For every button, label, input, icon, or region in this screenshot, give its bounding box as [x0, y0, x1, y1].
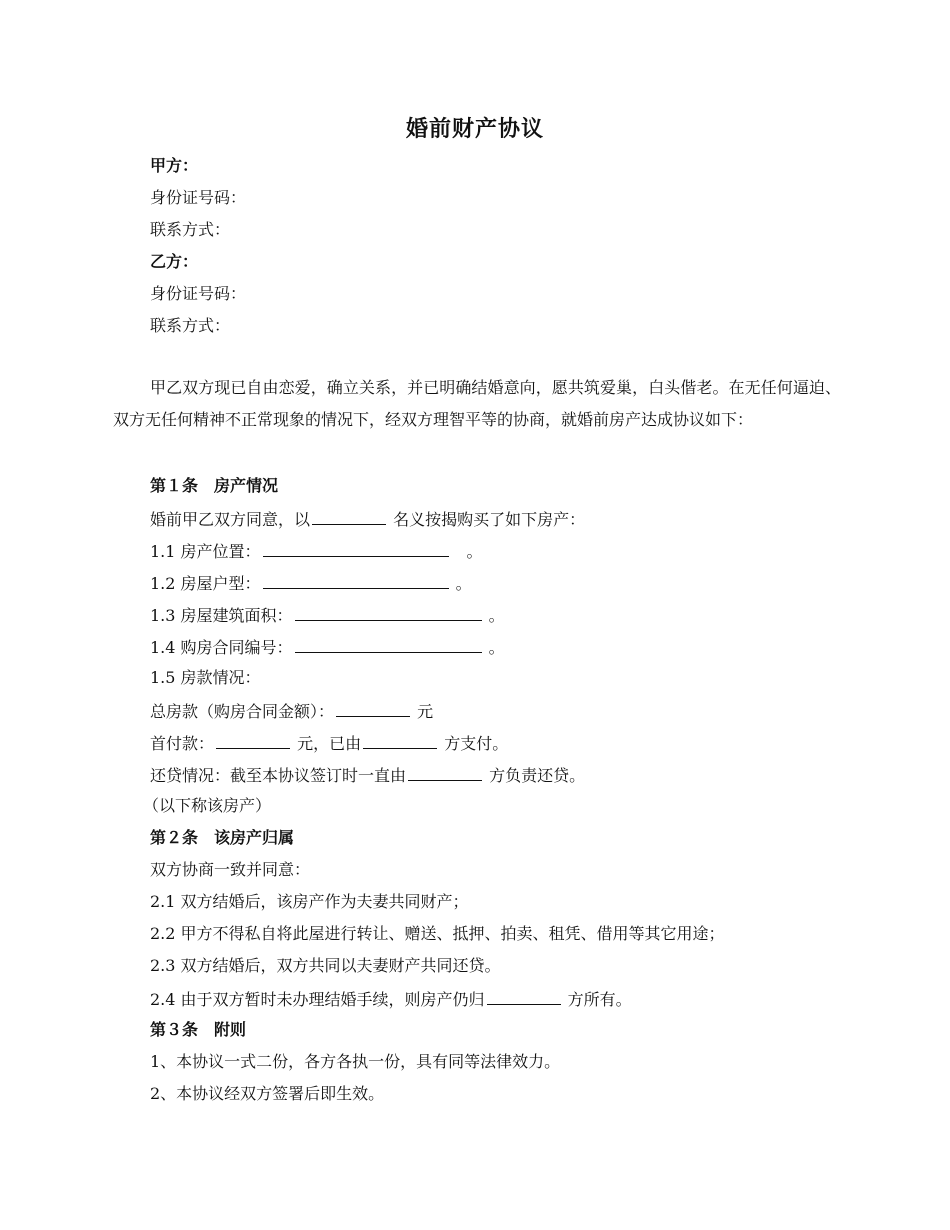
- article-2-heading: 第２条 该房产归属: [150, 828, 295, 847]
- clause-2: 2、本协议经双方签署后即生效。: [150, 1084, 385, 1103]
- item-2-4: [150, 986, 632, 1010]
- intro-paragraph: 甲乙双方现已自由恋爱，确立关系，并已明确结婚意向，愿共筑爱巢，白头偕老。在无任何逼迫、双方无任何精神不正常现象的情况下，经双方理智平等的协商，就婚前房产达成协议如下：: [113, 378, 841, 429]
- total-price-unit: 元: [412, 702, 434, 721]
- total-price-blank: [336, 698, 410, 717]
- party-a-id-label: 身份证号码：: [150, 188, 247, 207]
- party-a-contact-label: 联系方式：: [150, 220, 231, 239]
- item-1-4: [150, 634, 505, 658]
- item-2-4-text: 2.4 由于双方暂时未办理结婚手续，则房产仍归: [150, 990, 485, 1009]
- party-b-label: 乙方：: [150, 252, 199, 271]
- document-title: 婚前财产协议: [405, 116, 544, 142]
- loan-label: 还贷情况：截至本协议签订时一直由: [150, 766, 407, 785]
- article-1-lead: [150, 506, 585, 530]
- loan-payer-blank: [408, 762, 482, 781]
- property-note: （以下称该房产）: [143, 796, 272, 815]
- item-2-4-end: 方所有。: [562, 990, 632, 1009]
- contract-number-label: 1.4 购房合同编号：: [150, 638, 293, 657]
- item-1-2: [150, 570, 472, 594]
- down-payment-blank: [216, 730, 290, 749]
- article-1-heading: 第１条 房产情况: [150, 476, 279, 495]
- house-type-blank: [263, 570, 449, 589]
- down-payment-line: [150, 730, 508, 754]
- loan-line: [150, 762, 585, 786]
- item-2-3: 2.3 双方结婚后，双方共同以夫妻财产共同还贷。: [150, 956, 501, 975]
- house-type-label: 1.2 房屋户型：: [150, 574, 261, 593]
- loan-end: 方负责还贷。: [484, 766, 586, 785]
- total-price-label: 总房款（购房合同金额）：: [150, 702, 335, 721]
- property-location-label: 1.1 房产位置：: [150, 542, 261, 561]
- clause-1: 1、本协议一式二份，各方各执一份，具有同等法律效力。: [150, 1052, 561, 1071]
- building-area-blank: [295, 602, 482, 621]
- article-3-heading: 第３条 附则: [150, 1020, 247, 1039]
- article-2-lead: 双方协商一致并同意：: [150, 860, 311, 879]
- total-price-line: [150, 698, 433, 722]
- party-a-label: 甲方：: [150, 156, 199, 175]
- name-blank: [312, 506, 386, 525]
- item-1-2-end: 。: [450, 574, 472, 593]
- lead-text-start: 婚前甲乙双方同意，以: [150, 510, 311, 529]
- down-payment-end: 方支付。: [439, 734, 509, 753]
- item-1-1: [150, 538, 483, 562]
- down-payment-mid: 元，已由: [292, 734, 362, 753]
- item-2-2: 2.2 甲方不得私自将此屋进行转让、赠送、抵押、拍卖、租凭、借用等其它用途；: [150, 924, 725, 943]
- item-1-3-end: 。: [483, 606, 505, 625]
- item-1-3: [150, 602, 505, 626]
- contract-number-blank: [295, 634, 482, 653]
- item-1-4-end: 。: [483, 638, 505, 657]
- item-2-1: 2.1 双方结婚后，该房产作为夫妻共同财产；: [150, 892, 469, 911]
- party-b-id-label: 身份证号码：: [150, 284, 247, 303]
- item-1-1-end: 。: [450, 542, 483, 561]
- owner-blank: [487, 986, 561, 1005]
- lead-text-end: 名义按揭购买了如下房产：: [388, 510, 586, 529]
- building-area-label: 1.3 房屋建筑面积：: [150, 606, 293, 625]
- down-payment-label: 首付款：: [150, 734, 215, 753]
- party-b-contact-label: 联系方式：: [150, 316, 231, 335]
- property-location-blank: [263, 538, 449, 557]
- payer-blank: [363, 730, 437, 749]
- item-1-5: 1.5 房款情况：: [150, 668, 261, 687]
